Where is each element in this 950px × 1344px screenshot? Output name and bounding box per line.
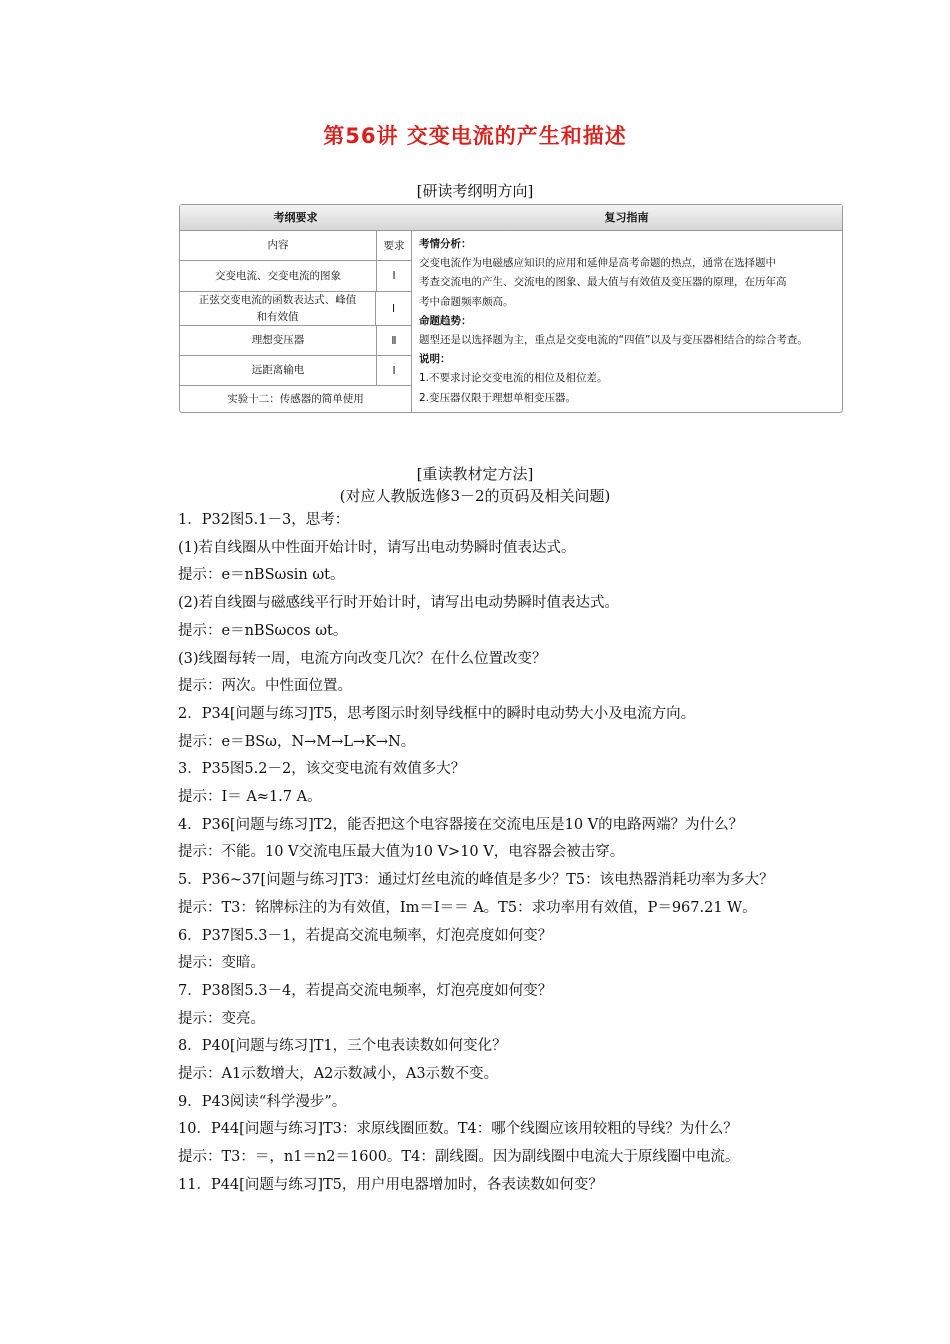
text-line: 8．P40[问题与练习]T1，三个电表读数如何变化？ [178,1038,507,1055]
trend-label: 命题趋势： [419,314,472,327]
table-row [180,231,411,261]
row-req: Ⅰ [391,302,396,315]
text-line: 1．P32图5.1－3，思考： [178,512,350,528]
note-line: 2.变压器仅限于理想单相变压器。 [419,391,577,404]
text-line: 6．P37图5.3－1，若提高交流电频率，灯泡亮度如何变？ [178,927,553,944]
text-line: 11．P44[问题与练习]T5，用户用电器增加时，各表读数如何变？ [178,1176,603,1193]
row-content: 理想变压器 [180,326,377,355]
text-line: 提示：A1示数增大，A2示数减小，A3示数不变。 [178,1066,499,1082]
section-heading-syllabus: [研读考纲明方向] [416,182,534,200]
table-row [180,261,411,292]
text-line: 10．P44[问题与练习]T3：求原线圈匝数。T4：哪个线圈应该用较粗的导线？为什么？ [178,1121,738,1138]
text-line: 3．P35图5.2－2，该交变电流有效值多大？ [178,761,466,778]
text-line: 7．P38图5.3－4，若提高交流电频率，灯泡亮度如何变？ [178,982,553,999]
text-line: 提示：T3：＝，n1＝n2＝1600。T4：副线圈。因为副线圈中电流大于原线圈中电流。 [178,1149,740,1166]
analysis-line: 考中命题频率颇高。 [419,295,514,308]
row-content: 远距离输电 [180,356,377,385]
text-line: 5．P36~37[问题与练习]T3：通过灯丝电流的峰值是多少？T5：该电热器消耗功率为多大？ [178,872,774,889]
text-line: (2)若自线圈与磁感线平行时开始计时，请写出电动势瞬时值表达式。 [178,595,620,612]
row-req: Ⅰ [392,270,396,282]
column-header-req: 要求 [383,240,405,252]
table-row [180,356,411,386]
column-header-content: 内容 [180,231,377,260]
table-row [180,326,411,356]
text-line: 提示：I＝ A≈1.7 A。 [178,789,322,805]
text-line: (1)若自线圈从中性面开始计时，请写出电动势瞬时值表达式。 [178,539,576,556]
table-header-requirements: 考纲要求 [180,205,411,231]
text-line: 提示：不能。10 V交流电压最大值为10 V>10 V，电容器会被击穿。 [178,844,625,861]
row-req: Ⅰ [392,364,396,377]
text-line: 提示：变暗。 [178,955,265,972]
note-line: 1.不要求讨论交变电流的相位及相位差。 [419,372,608,385]
guide-text [419,235,834,408]
syllabus-table [179,204,843,413]
trend-line: 题型还是以选择题为主，重点是交变电流的“四值”以及与变压器相结合的综合考查。 [419,334,808,347]
section-heading-textbook: [重读教材定方法] [416,465,534,483]
section-subheading: (对应人教版选修3－2的页码及相关问题) [339,487,611,505]
text-line: 4．P36[问题与练习]T2，能否把这个电容器接在交流电压是10 V的电路两端？为什么？ [178,816,744,833]
text-line: (3)线圈每转一周，电流方向改变几次？在什么位置改变？ [178,650,547,667]
text-line: 提示：变亮。 [178,1010,265,1027]
text-line: 提示：e＝nBSωsin ωt。 [178,567,345,584]
text-line: 2．P34[问题与练习]T5，思考图示时刻导线框中的瞬时电动势大小及电流方向。 [178,705,696,722]
note-label: 说明： [419,353,451,366]
text-line: 9．P43阅读“科学漫步”。 [178,1093,347,1110]
analysis-line: 交变电流作为电磁感应知识的应用和延伸是高考命题的热点，通常在选择题中 [419,257,776,270]
table-row [180,292,411,326]
analysis-label: 考情分析： [419,238,472,250]
text-line: 提示：e＝nBSωcos ωt。 [178,622,348,639]
table-row [180,386,411,412]
text-line: 提示：e＝BSω，N→M→L→K→N。 [178,733,416,750]
row-experiment: 实验十二：传感器的简单使用 [227,392,364,405]
page-title: 第56讲 交变电流的产生和描述 [323,124,627,148]
analysis-line: 考查交流电的产生、交流电的图象、最大值与有效值及变压器的原理，在历年高 [419,276,787,289]
table-header-guide: 复习指南 [411,205,842,231]
text-line: 提示：两次。中性面位置。 [178,678,352,695]
syllabus-requirements [180,205,412,412]
row-content: 交变电流、交变电流的图象 [180,261,377,291]
text-line: 提示：T3：铭牌标注的为有效值，Im＝I＝＝ A。T5：求功率用有效值，P＝967.21 W。 [178,899,757,916]
row-req: Ⅱ [391,334,397,347]
row-content: 正弦交变电流的函数表达式、峰值和有效值 [180,292,376,325]
review-guide [411,205,842,412]
